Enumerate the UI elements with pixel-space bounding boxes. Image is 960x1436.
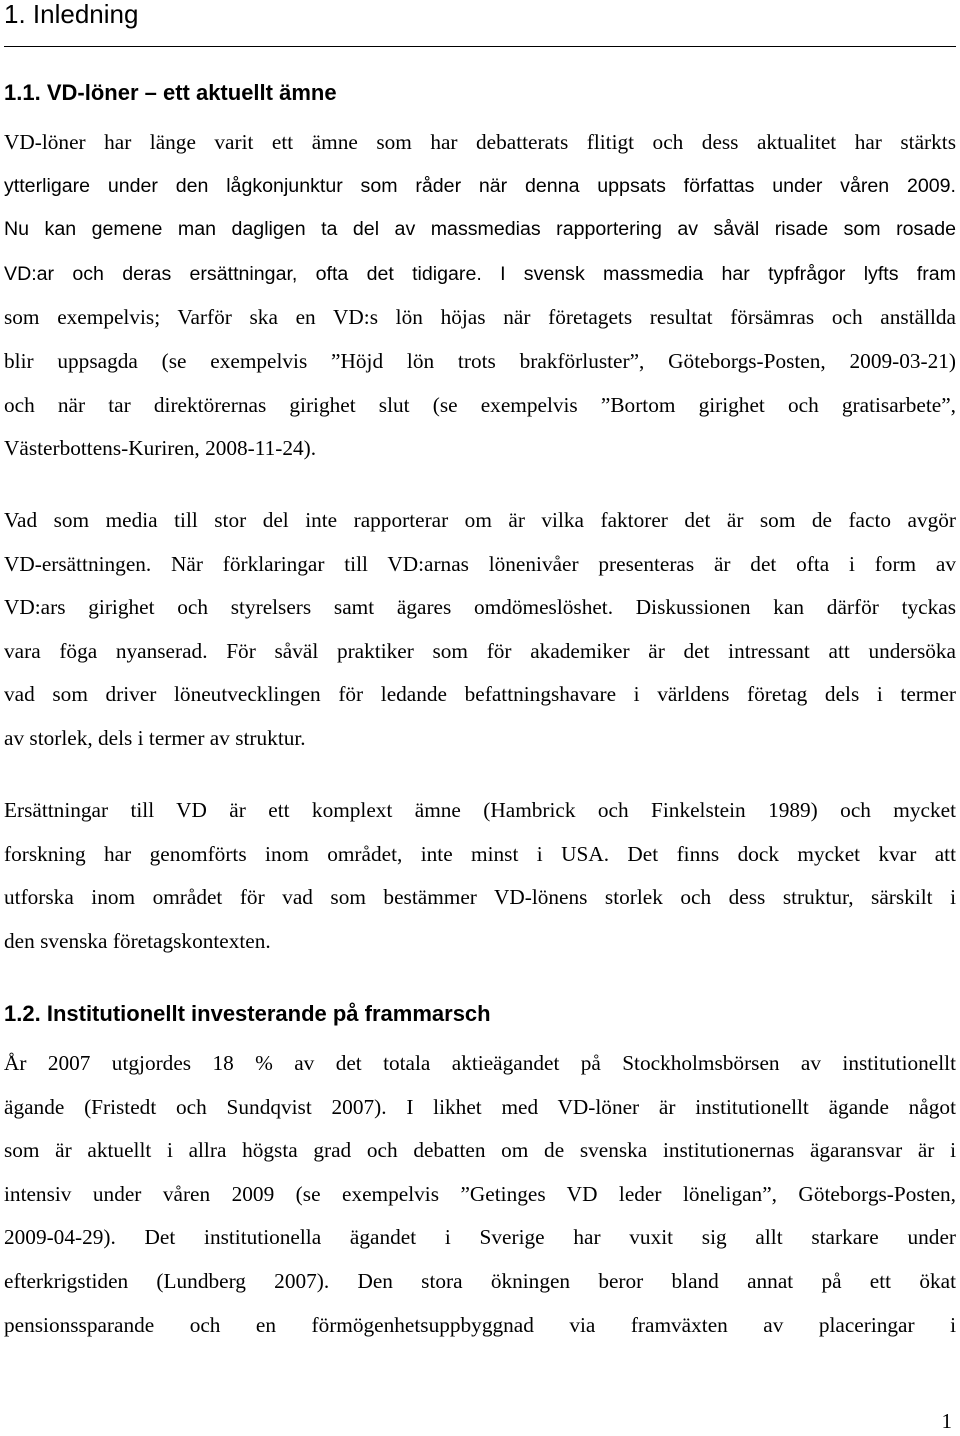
section-number: 1.1. xyxy=(4,80,41,105)
text-line: Vad som media till stor del inte rapporterar om är vilka faktorer det är som de facto avgör xyxy=(4,508,956,532)
text-line: forskning har genomförts inom området, inte minst i USA. Det finns dock mycket kvar att xyxy=(4,841,956,866)
text-line: ytterligare under den lågkonjunktur som råder när denna uppsats författas under våren 2009. xyxy=(4,174,956,197)
text-line: vad som driver löneutvecklingen för ledande befattningshavare i världens företag dels i termer xyxy=(4,682,956,707)
section-number: 1.2. xyxy=(4,1001,41,1026)
text-line: vara föga nyanserad. För såväl praktiker som för akademiker är det intressant att undersöka xyxy=(4,638,956,663)
paragraph-1 xyxy=(4,121,956,471)
section-heading-1-1 xyxy=(4,78,337,108)
paragraph-2 xyxy=(4,499,956,761)
paragraph-4 xyxy=(4,1042,956,1347)
text-line: ägande (Fristedt och Sundqvist 2007). I likhet med VD-löner är institutionellt ägande något xyxy=(4,1094,956,1119)
page-number: 1 xyxy=(941,1409,952,1433)
text-line: efterkrigstiden (Lundberg 2007). Den stora ökningen beror bland annat på ett ökat xyxy=(4,1268,956,1293)
text-line: År 2007 utgjordes 18 % av det totala aktieägandet på Stockholmsbörsen av institutionellt xyxy=(4,1051,956,1075)
chapter-heading: 1. Inledning xyxy=(4,0,139,29)
text-line: Ersättningar till VD är ett komplext ämne (Hambrick och Finkelstein 1989) och mycket xyxy=(4,798,956,822)
text-line: den svenska företagskontexten. xyxy=(4,928,271,953)
text-line: som exempelvis; Varför ska en VD:s lön höjas när företagets resultat försämras och anställda xyxy=(4,305,956,330)
text-line: som är aktuellt i allra högsta grad och debatten om de svenska institutionernas ägaransvar är i xyxy=(4,1138,956,1163)
text-line: utforska inom området för vad som bestämmer VD-lönens storlek och dess struktur, särskilt i xyxy=(4,885,956,910)
text-line: 2009-04-29). Det institutionella ägandet i Sverige har vuxit sig allt starkare under xyxy=(4,1225,956,1250)
text-line: VD-ersättningen. När förklaringar till VD:arnas lönenivåer presenteras är det ofta i form av xyxy=(4,551,956,576)
text-line: Nu kan gemene man dagligen ta del av massmedias rapportering av såväl risade som rosade xyxy=(4,218,956,241)
text-line xyxy=(4,252,956,297)
section-title: VD-löner – ett aktuellt ämne xyxy=(46,80,337,105)
text-line: av storlek, dels i termer av struktur. xyxy=(4,725,306,750)
text-fragment: VD:ar och deras ersättningar, ofta det tidigare. I svensk massmedia har typfrågor lyfts fram xyxy=(4,262,956,285)
text-line: intensiv under våren 2009 (se exempelvis ”Getinges VD leder löneligan”, Göteborgs-Posten, xyxy=(4,1181,956,1206)
text-line: VD:ars girighet och styrelsers samt ägares omdömeslöshet. Diskussionen kan därför tyckas xyxy=(4,595,956,620)
section-heading-1-2 xyxy=(4,999,491,1029)
paragraph-3 xyxy=(4,789,956,963)
text-line: pensionssparande och en förmögenhetsuppbyggnad via framväxten av placeringar i xyxy=(4,1312,956,1337)
section-title: Institutionellt investerande på frammarsch xyxy=(46,1001,491,1026)
text-line: blir uppsagda (se exempelvis ”Höjd lön trots brakförluster”, Göteborgs-Posten, 2009-03-21) xyxy=(4,348,956,373)
heading-rule xyxy=(4,46,956,47)
text-line: Västerbottens-Kuriren, 2008-11-24). xyxy=(4,436,317,461)
text-line: VD-löner har länge varit ett ämne som har debatterats flitigt och dess aktualitet har stärkts xyxy=(4,130,956,154)
text-line: och när tar direktörernas girighet slut (se exempelvis ”Bortom girighet och gratisarbete”, xyxy=(4,392,956,417)
